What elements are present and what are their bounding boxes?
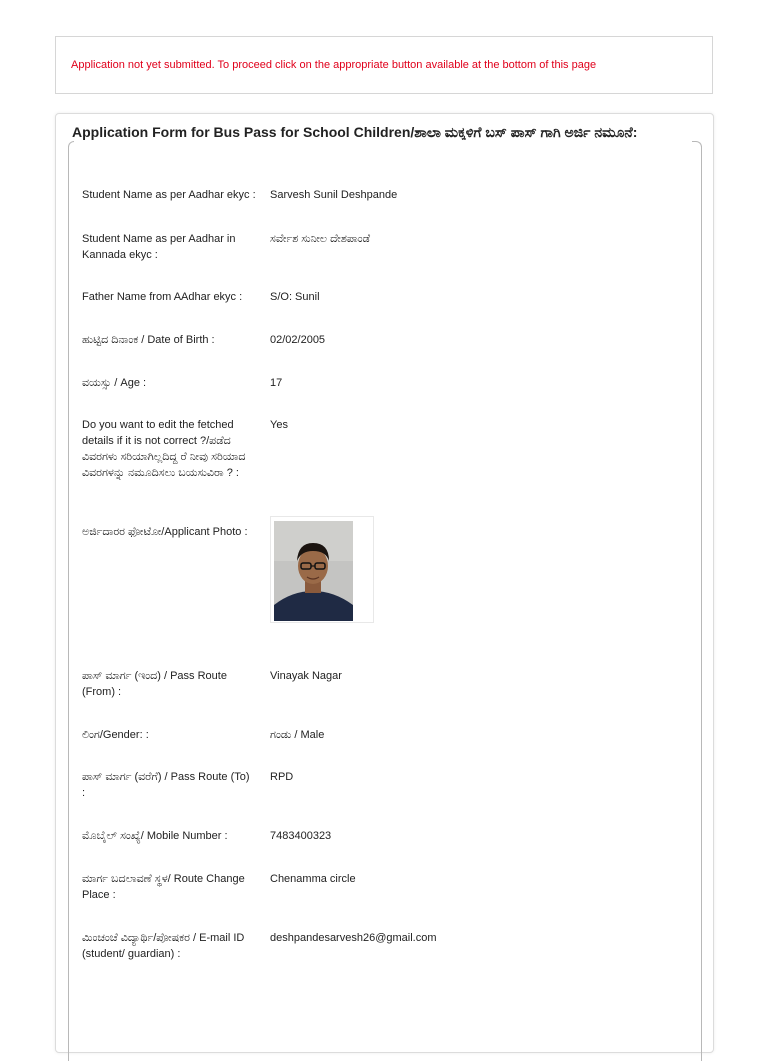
field-value: S/O: Sunil xyxy=(270,291,320,303)
applicant-photo xyxy=(274,521,353,621)
field-value: Vinayak Nagar xyxy=(270,670,342,682)
field-value: deshpandesarvesh26@gmail.com xyxy=(270,932,437,944)
field-value: Sarvesh Sunil Deshpande xyxy=(270,189,398,201)
field-value: RPD xyxy=(270,771,294,783)
field-label: Student Name as per Aadhar in Kannada ekyc : xyxy=(82,233,236,261)
field-value: 17 xyxy=(270,377,283,389)
field-label: Do you want to edit the fetched details if it is not correct ?/ಪಡೆದ ವಿವರಗಳು ಸರಿಯಾಗಿಲ್ಲದಿದ್ದ ರೆ ನೀವು ಸರಿಯಾದ ವಿವರಗಳನ್ನು ನಮೂದಿಸಲು ಬಯಸುವಿರಾ ? : xyxy=(82,419,246,479)
field-label: ಅರ್ಜಿದಾರರ ಫೋಟೋ/Applicant Photo : xyxy=(82,526,248,538)
application-form-panel xyxy=(55,113,714,1053)
field-value: ಗಂಡು / Male xyxy=(270,729,325,741)
alert-message: Application not yet submitted. To proceed click on the appropriate button available at the bottom of this page xyxy=(71,59,597,71)
field-value: Yes xyxy=(270,419,288,431)
field-label: ಮಿಂಚಂಚೆ ವಿದ್ಯಾರ್ಥಿ/ಪೋಷಕರ / E-mail ID (student/ guardian) : xyxy=(82,932,245,960)
field-label: Father Name from AAdhar ekyc : xyxy=(82,291,243,303)
field-label: ಮಾರ್ಗ ಬದಲಾವಣೆ ಸ್ಥಳ/ Route Change Place : xyxy=(82,873,245,901)
field-value: ಸರ್ವೇಶ ಸುನೀಲ ದೇಶಪಾಂಡೆ xyxy=(270,233,371,245)
status-alert xyxy=(55,36,713,94)
field-label: ಪಾಸ್ ಮಾರ್ಗ (ವರೆಗೆ) / Pass Route (To) : xyxy=(82,771,250,799)
field-value: Chenamma circle xyxy=(270,873,356,885)
form-fieldset xyxy=(68,141,702,1061)
field-label: ವಯಸ್ಸು / Age : xyxy=(82,377,147,389)
field-label: ಮೊಬೈಲ್ ಸಂಖ್ಯೆ/ Mobile Number : xyxy=(82,830,228,842)
applicant-photo-frame xyxy=(270,516,374,623)
field-label: ಹುಟ್ಟಿದ ದಿನಾಂಕ / Date of Birth : xyxy=(82,334,215,346)
form-title: Application Form for Bus Pass for School Children/ಶಾಲಾ ಮಕ್ಕಳಿಗೆ ಬಸ್ ಪಾಸ್ ಗಾಗಿ ಅರ್ಜಿ ನಮೂನೆ: xyxy=(72,124,638,140)
field-label: Student Name as per Aadhar ekyc : xyxy=(82,189,256,201)
field-value: 02/02/2005 xyxy=(270,334,326,346)
field-value: 7483400323 xyxy=(270,830,332,842)
field-label: ಲಿಂಗ/Gender: : xyxy=(82,729,149,741)
field-label: ಪಾಸ್ ಮಾರ್ಗ (ಇಂದ) / Pass Route (From) : xyxy=(82,670,227,698)
